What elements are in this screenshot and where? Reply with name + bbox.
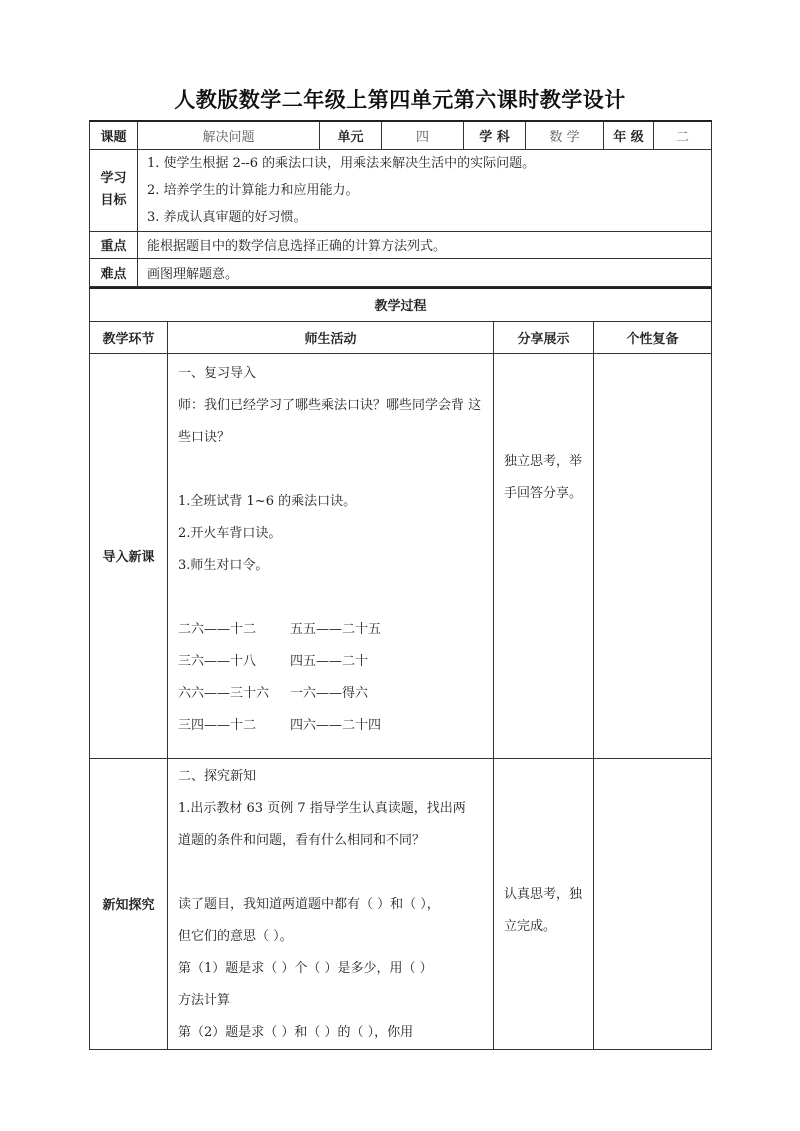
share-line: 立完成。 — [504, 918, 557, 934]
section-activity — [168, 353, 494, 758]
section-share — [494, 353, 594, 758]
key-point-text: 能根据题目中的数学信息选择正确的计算方法列式。 — [138, 231, 712, 258]
activity-line: 1.出示教材 63 页例 7 指导学生认真读题，找出两 — [178, 800, 466, 816]
activity-line: 第（1）题是求（ ）个（ ）是多少，用（ ） — [178, 960, 433, 976]
rhyme-right: 四五——二十 — [290, 653, 369, 669]
unit-label: 单元 — [320, 121, 382, 149]
activity-line: 读了题目，我知道两道题中都有（ ）和（ ）， — [178, 896, 440, 912]
column-header: 个性复备 — [594, 321, 712, 353]
difficulty-text: 画图理解题意。 — [138, 258, 712, 286]
lesson-label: 课题 — [90, 121, 138, 149]
activity-line: 但它们的意思（ ）。 — [178, 928, 293, 944]
activity-line — [168, 582, 493, 614]
process-title: 教学过程 — [90, 288, 712, 321]
lesson-info-table — [89, 120, 712, 287]
process-table — [89, 287, 712, 1050]
section-personal-notes — [594, 353, 712, 758]
rhyme-left: 二六——十二 — [178, 621, 257, 637]
section-personal-notes — [594, 758, 712, 1049]
column-header: 教学环节 — [90, 321, 168, 353]
section-heading: 一、复习导入 — [178, 365, 257, 381]
share-line: 独立思考，举 — [504, 453, 583, 469]
difficulty-label: 难点 — [90, 258, 138, 286]
activity-line: 道题的条件和问题，看有什么相同和不同？ — [178, 832, 426, 848]
activity-line: 第（2）题是求（ ）和（ ）的（ ），你用 — [178, 1024, 414, 1040]
objective-item: 1. 使学生根据 2--6 的乘法口诀，用乘法来解决生活中的实际问题。 — [147, 155, 536, 171]
rhyme-pair — [168, 678, 493, 710]
activity-line: 3.师生对口令。 — [178, 557, 269, 573]
section-activity — [168, 758, 494, 1049]
column-header: 分享展示 — [494, 321, 594, 353]
lesson-value: 解决问题 — [138, 121, 320, 149]
objectives-label-line2: 目标 — [100, 193, 127, 208]
section-name: 导入新课 — [90, 353, 168, 758]
activity-line: 1.全班试背 1~6 的乘法口诀。 — [178, 493, 357, 509]
grade-label: 年 级 — [604, 121, 654, 149]
rhyme-right: 一六——得六 — [290, 685, 369, 701]
rhyme-right: 四六——二十四 — [290, 717, 382, 733]
activity-line: 2.开火车背口诀。 — [178, 525, 282, 541]
activity-line — [168, 454, 493, 486]
activity-line: 方法计算 — [178, 992, 231, 1008]
rhyme-pair — [168, 710, 493, 742]
key-point-label: 重点 — [90, 231, 138, 258]
column-header: 师生活动 — [168, 321, 494, 353]
rhyme-left: 三六——十八 — [178, 653, 257, 669]
objectives-label — [90, 149, 138, 231]
subject-value: 数 学 — [526, 121, 604, 149]
grade-value: 二 — [654, 121, 712, 149]
page-title: 人教版数学二年级上第四单元第六课时教学设计 — [174, 88, 626, 112]
objectives-content — [138, 149, 712, 231]
rhyme-left: 六六——三十六 — [178, 685, 270, 701]
section-heading: 二、探究新知 — [178, 768, 257, 784]
objective-item: 2. 培养学生的计算能力和应用能力。 — [147, 182, 359, 198]
activity-line: 师：我们已经学习了哪些乘法口诀？哪些同学会背 这 — [178, 397, 482, 413]
rhyme-left: 三四——十二 — [178, 717, 257, 733]
activity-line — [168, 857, 493, 889]
rhyme-pair — [168, 614, 493, 646]
section-share — [494, 758, 594, 1049]
section-name: 新知探究 — [90, 758, 168, 1049]
share-line: 手回答分享。 — [504, 485, 583, 501]
rhyme-pair — [168, 646, 493, 678]
activity-line: 些口诀？ — [178, 429, 231, 445]
objectives-label-line1: 学习 — [100, 171, 127, 186]
unit-value: 四 — [382, 121, 464, 149]
subject-label: 学 科 — [464, 121, 526, 149]
rhyme-right: 五五——二十五 — [290, 621, 382, 637]
share-line: 认真思考，独 — [504, 886, 583, 902]
objective-item: 3. 养成认真审题的好习惯。 — [147, 209, 307, 225]
